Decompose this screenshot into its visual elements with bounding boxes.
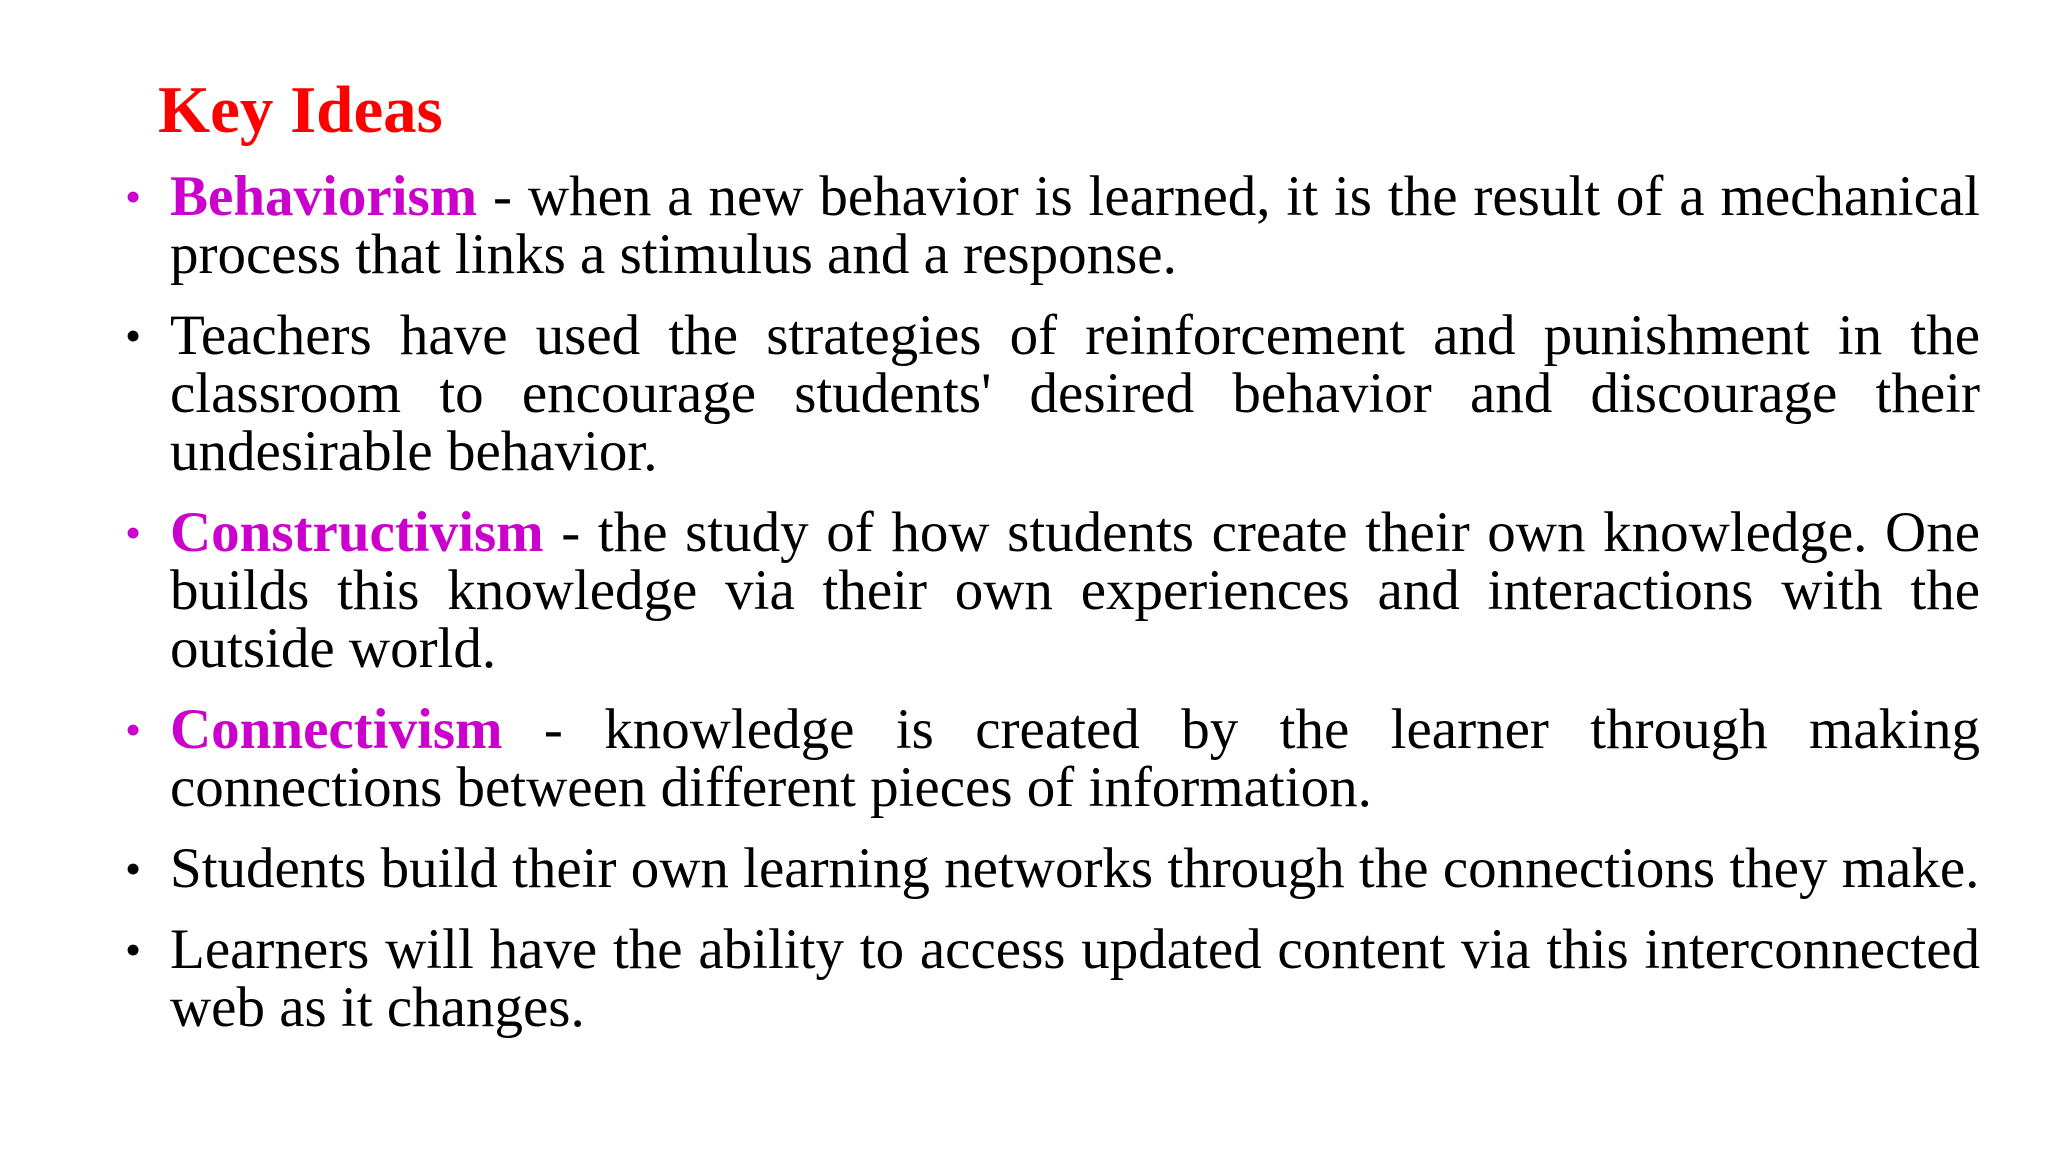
bullet-marker: • bbox=[125, 843, 142, 894]
term-connectivism: Connectivism bbox=[170, 698, 503, 761]
bullet-item-constructivism bbox=[125, 501, 1980, 680]
bullet-item-connectivism bbox=[125, 698, 1980, 819]
bullet-text: Students build their own learning networks through the connections they make. bbox=[170, 837, 1980, 900]
term-behaviorism: Behaviorism bbox=[170, 165, 478, 228]
bullet-text: - the study of how students create their own knowledge. One builds this knowledge via their own experiences and interactions with the outside world. bbox=[170, 501, 1980, 680]
bullet-text: - when a new behavior is learned, it is the result of a mechanical process that links a stimulus and a response. bbox=[170, 165, 1980, 286]
bullet-marker: • bbox=[125, 310, 142, 361]
bullet-item-learning-networks bbox=[125, 837, 1980, 900]
bullet-text: Teachers have used the strategies of reinforcement and punishment in the classroom to encourage students' desired behavior and discourage their undesirable behavior. bbox=[170, 304, 1980, 483]
bullet-item-behaviorism bbox=[125, 165, 1980, 286]
term-constructivism: Constructivism bbox=[170, 501, 544, 564]
bullet-marker: • bbox=[125, 171, 142, 222]
bullet-marker: • bbox=[125, 507, 142, 558]
bullet-item-updated-content bbox=[125, 918, 1980, 1039]
bullet-list bbox=[125, 165, 1980, 1060]
bullet-text: - knowledge is created by the learner through making connections between different pieces of information. bbox=[170, 698, 1980, 819]
slide-title: Key Ideas bbox=[158, 73, 443, 147]
bullet-marker: • bbox=[125, 924, 142, 975]
bullet-text: Learners will have the ability to access updated content via this interconnected web as it changes. bbox=[170, 918, 1980, 1039]
bullet-marker: • bbox=[125, 704, 142, 755]
bullet-item-reinforcement bbox=[125, 304, 1980, 483]
